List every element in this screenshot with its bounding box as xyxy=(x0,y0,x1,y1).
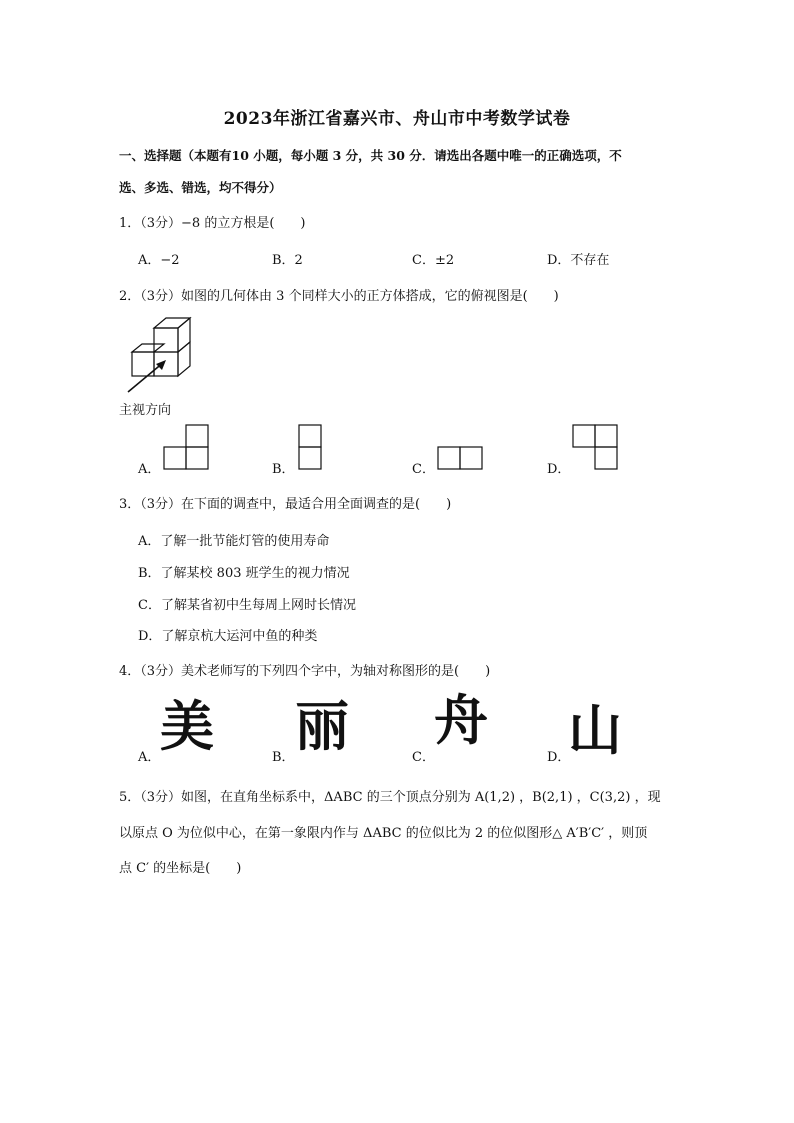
q2-option-a: A． xyxy=(138,462,161,477)
q4-char-a: 美 xyxy=(160,695,214,758)
q2-view-direction-label: 主视方向 xyxy=(119,403,172,418)
q2-cube-figure xyxy=(118,316,208,396)
q4-option-c: C． xyxy=(412,750,435,765)
q4-char-c: 舟 xyxy=(434,689,488,752)
section-heading-line1: 一、选择题（本题有10 小题，每小题 3 分，共 30 分．请选出各题中唯一的正确选项，不 xyxy=(119,148,622,163)
q3-stem: 3．（3分）在下面的调查中，最适合用全面调查的是( ) xyxy=(119,497,452,512)
q2-option-d: D． xyxy=(547,462,571,477)
section-heading-line2: 选、多选、错选，均不得分） xyxy=(119,180,282,195)
q2-option-d-figure xyxy=(571,424,619,470)
q2-stem: 2．（3分）如图的几何体由 3 个同样大小的正方体搭成，它的俯视图是( ) xyxy=(119,289,559,304)
q2-option-a-figure xyxy=(162,424,210,470)
q5-line2: 以原点 O 为位似中心，在第一象限内作与 ΔABC 的位似比为 2 的位似图形△ A′B′C′ ，则顶 xyxy=(119,826,648,841)
q3-option-d: D．了解京杭大运河中鱼的种类 xyxy=(138,629,318,644)
page-title: 2023年浙江省嘉兴市、舟山市中考数学试卷 xyxy=(223,109,571,129)
q1-option-d: D．不存在 xyxy=(547,253,610,268)
q3-option-c: C．了解某省初中生每周上网时长情况 xyxy=(138,598,356,613)
q1-option-b: B．2 xyxy=(272,253,303,268)
q4-stem: 4．（3分）美术老师写的下列四个字中，为轴对称图形的是( ) xyxy=(119,664,491,679)
q5-line1: 5．（3分）如图，在直角坐标系中，ΔABC 的三个顶点分别为 A(1,2) ，B(2,1) ，C(3,2) ，现 xyxy=(119,790,661,805)
q4-char-d: 山 xyxy=(568,699,622,762)
q1-option-c: C．±2 xyxy=(412,253,455,268)
q3-option-b: B．了解某校 803 班学生的视力情况 xyxy=(138,566,350,581)
q4-option-d: D． xyxy=(547,750,571,765)
q4-char-b: 丽 xyxy=(295,695,349,758)
q3-option-a: A．了解一批节能灯管的使用寿命 xyxy=(138,534,330,549)
q4-option-b: B． xyxy=(272,750,295,765)
q2-option-b: B． xyxy=(272,462,295,477)
q2-option-b-figure xyxy=(297,424,323,470)
q1-stem: 1．（3分）−8 的立方根是( ) xyxy=(119,216,306,231)
q2-option-c-figure xyxy=(436,446,484,470)
q5-line3: 点 C′ 的坐标是( ) xyxy=(119,861,242,876)
q2-option-c: C． xyxy=(412,462,435,477)
q4-option-a: A． xyxy=(138,750,161,765)
q1-option-a: A．−2 xyxy=(138,253,180,268)
